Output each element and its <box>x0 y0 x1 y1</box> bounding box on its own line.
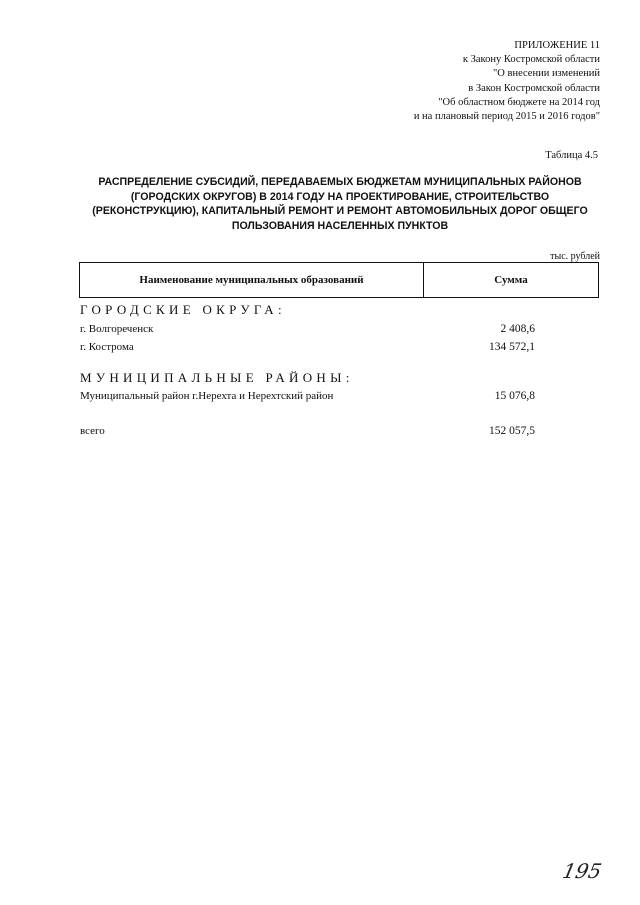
row-name: г. Волгореченск <box>80 323 154 335</box>
column-header-name: Наименование муниципальных образований <box>80 263 424 297</box>
row-name: Муниципальный район г.Нерехта и Нерехтский район <box>80 390 334 402</box>
row-value: 15 076,8 <box>494 390 535 402</box>
title-line: (РЕКОНСТРУКЦИЮ), КАПИТАЛЬНЫЙ РЕМОНТ И РЕМОНТ АВТОМОБИЛЬНЫХ ДОРОГ ОБЩЕГО <box>92 205 588 218</box>
row-value: 2 408,6 <box>500 323 535 335</box>
page-number: 195 <box>560 859 604 883</box>
title-line: РАСПРЕДЕЛЕНИЕ СУБСИДИЙ, ПЕРЕДАВАЕМЫХ БЮДЖЕТАМ МУНИЦИПАЛЬНЫХ РАЙОНОВ <box>98 176 582 188</box>
row-value: 134 572,1 <box>489 341 535 353</box>
units-label: тыс. рублей <box>550 251 600 262</box>
total-value: 152 057,5 <box>489 425 535 437</box>
document-title <box>80 175 600 233</box>
table-header <box>79 262 599 298</box>
appendix-header <box>414 39 600 124</box>
table-number: Таблица 4.5 <box>545 150 598 161</box>
title-line: (ГОРОДСКИХ ОКРУГОВ) В 2014 ГОДУ НА ПРОЕКТИРОВАНИЕ, СТРОИТЕЛЬСТВО <box>130 190 550 203</box>
appendix-line: к Закону Костромской области <box>462 54 600 66</box>
total-label: всего <box>80 425 105 437</box>
appendix-line: ПРИЛОЖЕНИЕ 11 <box>514 40 600 51</box>
section-title-city-districts: ГОРОДСКИЕ ОКРУГА: <box>80 302 286 317</box>
appendix-line: "Об областном бюджете на 2014 год <box>438 96 600 108</box>
section-title-municipal-districts: МУНИЦИПАЛЬНЫЕ РАЙОНЫ: <box>80 370 354 385</box>
row-name: г. Кострома <box>80 341 134 353</box>
column-header-sum: Сумма <box>494 274 528 286</box>
appendix-line: "О внесении изменений <box>493 68 600 80</box>
appendix-line: и на плановый период 2015 и 2016 годов" <box>413 111 600 123</box>
appendix-line: в Закон Костромской области <box>468 82 600 94</box>
title-line: ПОЛЬЗОВАНИЯ НАСЕЛЕННЫХ ПУНКТОВ <box>231 219 449 232</box>
